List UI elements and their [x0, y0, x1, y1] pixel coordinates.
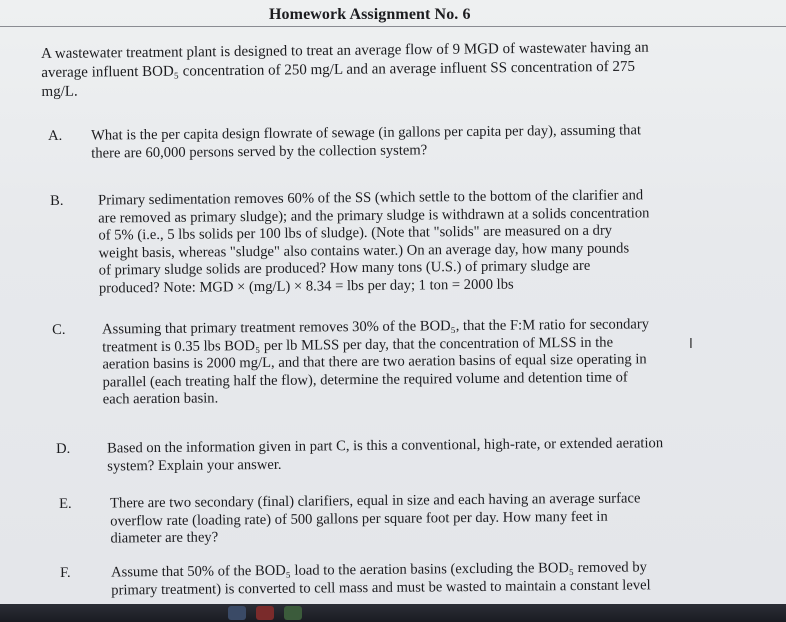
intro-line: mg/L. — [41, 83, 78, 100]
question-text — [102, 316, 650, 409]
question-line: are removed as primary sludge); and the primary sludge is withdrawn at a solids concentration — [98, 204, 650, 227]
title-bar — [0, 0, 786, 30]
question-letter: F. — [60, 564, 71, 581]
question-text — [111, 559, 651, 599]
question-line: There are two secondary (final) clarifiers, equal in size and each having an average surface — [109, 490, 641, 512]
taskbar-app-icon[interactable] — [256, 606, 274, 620]
question-text — [98, 187, 650, 297]
question-letter: B. — [50, 192, 64, 209]
question-line: of primary sludge solids are produced? How many tons (U.S.) of primary sludge are — [98, 257, 591, 279]
document-title: Homework Assignment No. 6 — [269, 6, 471, 23]
intro-paragraph — [41, 38, 710, 102]
question-line: aeration basins is 2000 mg/L, and that there are two aeration basins of equal size operating in — [102, 351, 647, 373]
question-line: overflow rate (loading rate) of 500 gallons per square foot per day. How many feet in — [110, 508, 608, 530]
question-line: What is the per capita design flowrate of sewage (in gallons per capita per day), assuming that — [90, 122, 642, 144]
question-line: primary treatment) is converted to cell mass and must be wasted to maintain a constant level — [111, 576, 651, 599]
question-line: weight basis, whereas "sludge" also contains water.) On an average day, how many pounds — [98, 239, 630, 262]
question-line: produced? Note: MGD × (mg/L) × 8.34 = lbs per day; 1 ton = 2000 lbs — [98, 276, 514, 297]
question-text — [91, 122, 641, 162]
question-line: of 5% (i.e., 5 lbs solids per 100 lbs of sludge). (Note that "solids" are measured on a dry — [98, 222, 613, 244]
title-divider — [0, 26, 786, 27]
question-text — [107, 435, 663, 475]
question-letter: E. — [59, 495, 72, 512]
question-letter: D. — [56, 440, 71, 457]
question-line: diameter are they? — [110, 529, 219, 547]
intro-line: average influent BOD₅ concentration of 250 mg/L and an average influent SS concentration of 275 — [41, 58, 636, 81]
question-line: Assume that 50% of the BOD₅ load to the aeration basins (excluding the BOD₅ removed by — [110, 559, 647, 581]
question-text — [110, 490, 641, 548]
question-line: Based on the information given in part C, is this a conventional, high-rate, or extended aeration — [106, 435, 664, 457]
question-line: treatment is 0.35 lbs BOD₅ per lb MLSS per day, that the concentration of MLSS in the — [102, 334, 614, 356]
intro-line: A wastewater treatment plant is designed to treat an average flow of 9 MGD of wastewater having an — [41, 39, 649, 62]
taskbar[interactable] — [0, 604, 786, 622]
text-cursor-icon: I — [689, 337, 693, 352]
question-line: parallel (each treating half the flow), determine the required volume and detention time of — [102, 368, 628, 391]
question-line: Assuming that primary treatment removes 30% of the BOD₅, that the F:M ratio for secondary — [101, 316, 650, 338]
question-letter: A. — [48, 127, 63, 144]
taskbar-app-icon[interactable] — [284, 606, 302, 620]
question-line: Primary sedimentation removes 60% of the SS (which settle to the bottom of the clarifier and — [97, 187, 644, 209]
question-line: there are 60,000 persons served by the collection system? — [91, 141, 428, 162]
question-letter: C. — [52, 321, 66, 338]
question-line: system? Explain your answer. — [107, 456, 282, 475]
question-line: each aeration basin. — [102, 390, 219, 408]
taskbar-app-icon[interactable] — [228, 606, 246, 620]
